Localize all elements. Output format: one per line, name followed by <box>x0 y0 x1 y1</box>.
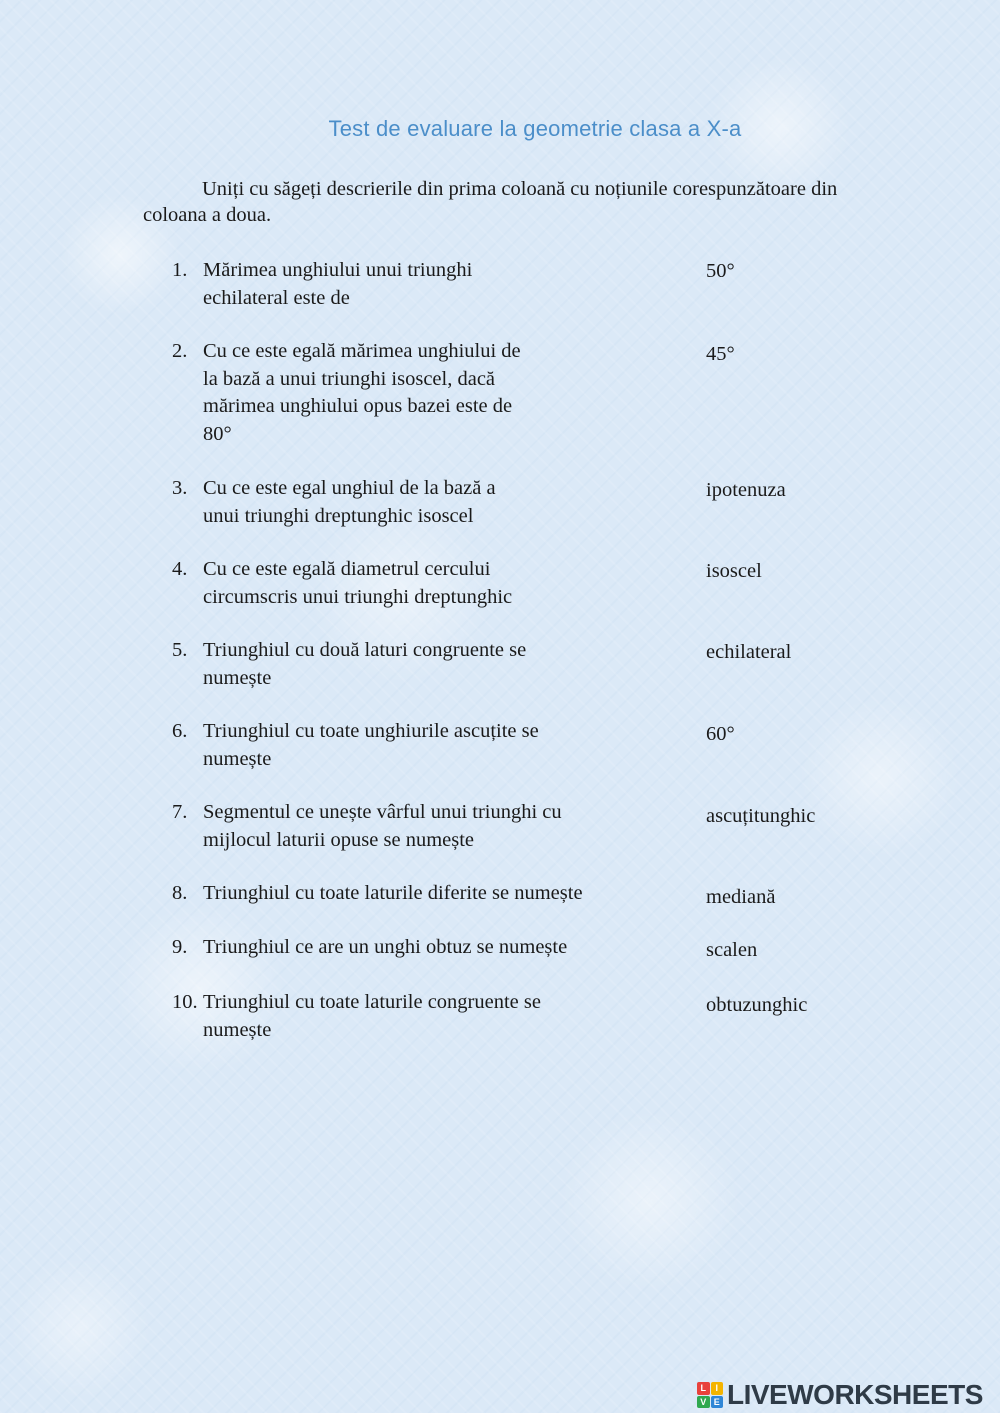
item-number: 5. <box>172 639 188 661</box>
list-item <box>172 475 652 530</box>
item-text-line: numește <box>203 666 272 689</box>
item-text-line: mărimea unghiului opus bazei este de <box>203 395 513 417</box>
page-title: Test de evaluare la geometrie clasa a X-a <box>328 116 742 141</box>
list-item <box>172 637 652 692</box>
item-text-line: Segmentul ce unește vârful unui triunghi cu <box>203 801 562 823</box>
item-text-line: circumscris unui triunghi dreptunghic <box>203 585 513 608</box>
list-item <box>172 718 652 773</box>
item-text-line: Cu ce este egală mărimea unghiului de <box>203 340 521 362</box>
option-item: scalen <box>706 939 758 961</box>
item-text-line: 80° <box>203 422 232 445</box>
item-number: 4. <box>172 558 188 580</box>
list-item <box>172 880 692 908</box>
item-number: 8. <box>172 882 188 904</box>
item-text-line: Triunghiul cu toate laturile congruente se <box>203 991 541 1013</box>
list-item <box>172 338 652 448</box>
item-text-line: la bază a unui triunghi isoscel, dacă <box>203 367 496 390</box>
item-number: 10. <box>172 991 198 1013</box>
item-text-line: Cu ce este egală diametrul cercului <box>203 558 491 580</box>
item-number: 1. <box>172 259 188 281</box>
instructions-paragraph: Uniți cu săgeți descrierile din prima coloană cu noțiunile corespunzătoare din coloana a doua. <box>143 178 838 226</box>
item-number: 2. <box>172 340 188 362</box>
item-number: 9. <box>172 936 188 958</box>
logo-mark-cell: E <box>711 1396 724 1409</box>
item-number: 6. <box>172 720 188 742</box>
item-text-line: unui triunghi dreptunghic isoscel <box>203 504 474 527</box>
list-item <box>172 934 692 962</box>
liveworksheets-logo <box>697 1378 983 1412</box>
list-item <box>172 556 652 611</box>
item-number: 3. <box>172 477 188 499</box>
item-text-line: Triunghiul ce are un unghi obtuz se numește <box>203 936 568 958</box>
item-text-line: Triunghiul cu toate unghiurile ascuțite se <box>203 720 539 742</box>
item-number: 7. <box>172 801 188 823</box>
option-item: obtuzunghic <box>706 994 808 1016</box>
list-item <box>172 989 652 1044</box>
item-text-line: Triunghiul cu toate laturile diferite se numește <box>203 882 583 904</box>
option-item: 60° <box>706 723 735 745</box>
logo-mark-cell: L <box>697 1382 710 1395</box>
logo-mark-icon <box>697 1382 723 1408</box>
option-item: ipotenuza <box>706 479 786 501</box>
list-item <box>172 799 652 854</box>
option-item: ascuțitunghic <box>706 805 816 827</box>
option-item: echilateral <box>706 641 792 663</box>
item-text-line: Cu ce este egal unghiul de la bază a <box>203 477 496 499</box>
logo-text: LIVEWORKSHEETS <box>727 1379 983 1410</box>
item-text-line: mijlocul laturii opuse se numește <box>203 828 475 851</box>
logo-mark-cell: V <box>697 1396 710 1409</box>
option-item: 45° <box>706 343 735 365</box>
logo-mark-cell: I <box>711 1382 724 1395</box>
item-text-line: Mărimea unghiului unui triunghi <box>203 259 473 281</box>
item-text-line: Triunghiul cu două laturi congruente se <box>203 639 527 661</box>
option-item: 50° <box>706 260 735 282</box>
item-text-line: numește <box>203 1018 272 1041</box>
item-text-line: numește <box>203 747 272 770</box>
item-text-line: echilateral este de <box>203 286 350 309</box>
option-item: isoscel <box>706 560 762 582</box>
option-item: mediană <box>706 886 776 908</box>
list-item <box>172 257 652 312</box>
